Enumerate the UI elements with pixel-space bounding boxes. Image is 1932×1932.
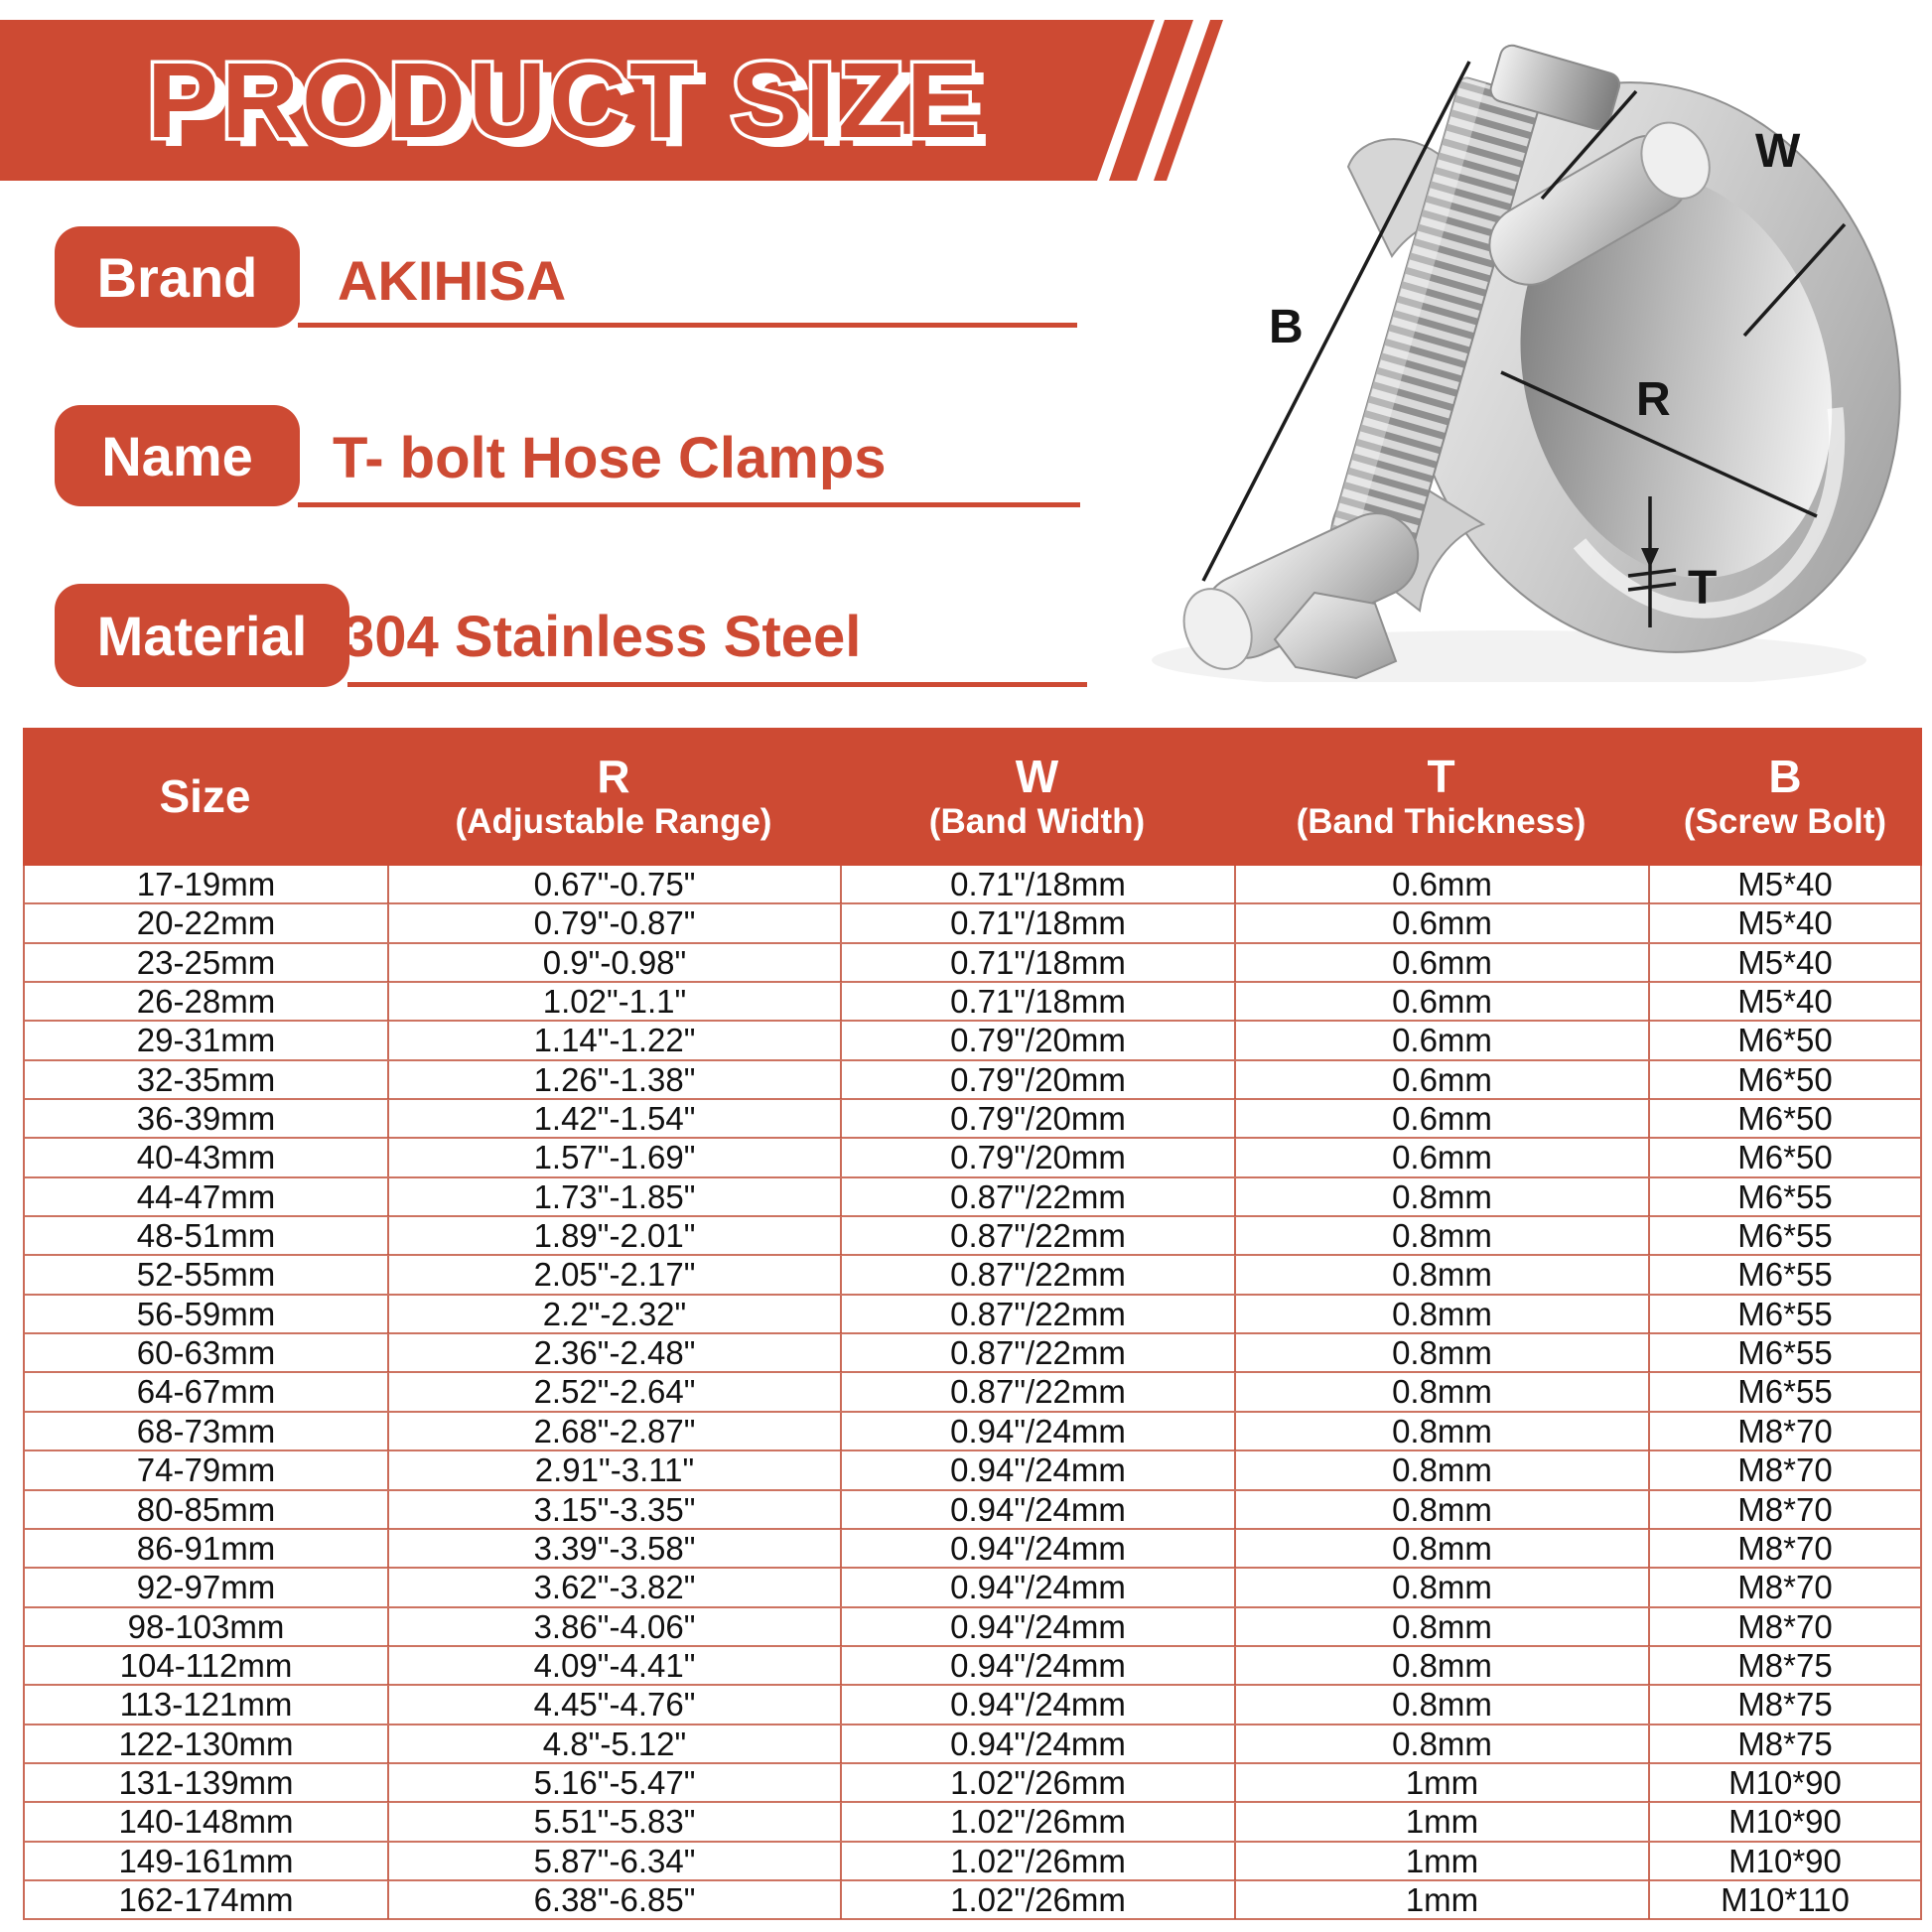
table-cell: 1.42"-1.54" bbox=[387, 1100, 840, 1138]
table-cell: 149-161mm bbox=[118, 1842, 294, 1879]
table-cell: M6*55 bbox=[1648, 1296, 1920, 1333]
table-cell: 56-59mm bbox=[136, 1295, 276, 1332]
table-header bbox=[23, 728, 1922, 866]
table-cell: 0.8mm bbox=[1234, 1296, 1648, 1333]
table-cell: 0.8mm bbox=[1234, 1413, 1648, 1450]
table-row bbox=[25, 1491, 1920, 1530]
table-cell: 0.94"/24mm bbox=[840, 1569, 1234, 1606]
table-cell: 1.02"/26mm bbox=[840, 1881, 1234, 1919]
table-cell: 0.8mm bbox=[1234, 1530, 1648, 1568]
table-cell: 1.02"/26mm bbox=[840, 1764, 1234, 1802]
material-value: 304 Stainless Steel bbox=[343, 605, 862, 669]
table-row bbox=[25, 1296, 1920, 1334]
table-cell: 0.79"/20mm bbox=[840, 1022, 1234, 1059]
table-row bbox=[25, 1178, 1920, 1217]
table-cell: 0.6mm bbox=[1234, 1061, 1648, 1099]
table-cell: 0.87"/22mm bbox=[840, 1334, 1234, 1372]
column-header-t: T (Band Thickness) bbox=[1296, 751, 1587, 841]
table-cell: 1.02"-1.1" bbox=[387, 983, 840, 1021]
table-cell: 0.6mm bbox=[1234, 1100, 1648, 1138]
dim-label-r: R bbox=[1636, 373, 1671, 426]
table-cell: 0.87"/22mm bbox=[840, 1296, 1234, 1333]
material-underline bbox=[347, 682, 1087, 687]
table-cell: 0.8mm bbox=[1234, 1178, 1648, 1216]
table-row bbox=[25, 983, 1920, 1022]
table-cell: M6*50 bbox=[1648, 1061, 1920, 1099]
table-cell: 60-63mm bbox=[136, 1334, 276, 1372]
table-row bbox=[25, 1803, 1920, 1842]
table-cell: 0.8mm bbox=[1234, 1334, 1648, 1372]
table-cell: 1.02"/26mm bbox=[840, 1803, 1234, 1841]
table-cell: 36-39mm bbox=[136, 1100, 276, 1138]
table-cell: 0.8mm bbox=[1234, 1647, 1648, 1685]
table-cell: 0.8mm bbox=[1234, 1569, 1648, 1606]
table-row bbox=[25, 1569, 1920, 1607]
table-cell: 20-22mm bbox=[136, 904, 276, 942]
table-cell: 1.02"/26mm bbox=[840, 1843, 1234, 1880]
table-cell: 3.86"-4.06" bbox=[387, 1608, 840, 1646]
table-cell: 0.94"/24mm bbox=[840, 1413, 1234, 1450]
table-cell: M5*40 bbox=[1648, 904, 1920, 942]
table-cell: 0.71"/18mm bbox=[840, 866, 1234, 903]
table-row bbox=[25, 1139, 1920, 1177]
table-cell: M10*90 bbox=[1648, 1803, 1920, 1841]
dim-label-t: T bbox=[1688, 562, 1718, 615]
table-cell: 32-35mm bbox=[136, 1060, 276, 1098]
table-cell: 5.16"-5.47" bbox=[387, 1764, 840, 1802]
material-label-box bbox=[55, 584, 349, 687]
table-cell: 98-103mm bbox=[127, 1607, 285, 1645]
table-cell: 26-28mm bbox=[136, 983, 276, 1021]
table-cell: 4.09"-4.41" bbox=[387, 1647, 840, 1685]
column-header-b: B (Screw Bolt) bbox=[1683, 751, 1887, 841]
table-cell: 0.94"/24mm bbox=[840, 1608, 1234, 1646]
table-row bbox=[25, 1217, 1920, 1256]
table-cell: 0.8mm bbox=[1234, 1491, 1648, 1529]
table-row bbox=[25, 1530, 1920, 1569]
table-row bbox=[25, 1686, 1920, 1725]
table-cell: 0.94"/24mm bbox=[840, 1647, 1234, 1685]
table-cell: M6*55 bbox=[1648, 1256, 1920, 1294]
table-cell: 0.9"-0.98" bbox=[387, 944, 840, 982]
table-cell: 0.8mm bbox=[1234, 1686, 1648, 1724]
table-cell: 0.94"/24mm bbox=[840, 1725, 1234, 1763]
table-row bbox=[25, 1413, 1920, 1451]
table-cell: 0.87"/22mm bbox=[840, 1373, 1234, 1411]
table-cell: 80-85mm bbox=[136, 1490, 276, 1528]
name-label: Name bbox=[101, 424, 253, 487]
table-cell: 2.68"-2.87" bbox=[387, 1413, 840, 1450]
size-table bbox=[23, 728, 1922, 1920]
table-cell: M8*70 bbox=[1648, 1451, 1920, 1489]
table-cell: 131-139mm bbox=[118, 1763, 294, 1801]
table-cell: M8*70 bbox=[1648, 1608, 1920, 1646]
table-cell: 5.51"-5.83" bbox=[387, 1803, 840, 1841]
table-cell: 5.87"-6.34" bbox=[387, 1843, 840, 1880]
table-cell: M6*55 bbox=[1648, 1334, 1920, 1372]
table-cell: M6*50 bbox=[1648, 1100, 1920, 1138]
dim-label-w: W bbox=[1755, 125, 1801, 178]
table-cell: 1.73"-1.85" bbox=[387, 1178, 840, 1216]
table-cell: 0.6mm bbox=[1234, 866, 1648, 903]
table-cell: 0.8mm bbox=[1234, 1217, 1648, 1255]
table-body bbox=[23, 866, 1922, 1920]
table-cell: M6*55 bbox=[1648, 1373, 1920, 1411]
table-cell: M8*75 bbox=[1648, 1725, 1920, 1763]
table-cell: M10*110 bbox=[1648, 1881, 1920, 1919]
table-cell: 2.36"-2.48" bbox=[387, 1334, 840, 1372]
table-row bbox=[25, 1334, 1920, 1373]
table-cell: M6*55 bbox=[1648, 1217, 1920, 1255]
table-cell: 0.94"/24mm bbox=[840, 1686, 1234, 1724]
table-row bbox=[25, 1843, 1920, 1881]
table-cell: 1mm bbox=[1234, 1881, 1648, 1919]
table-cell: 23-25mm bbox=[136, 943, 276, 981]
table-cell: 0.6mm bbox=[1234, 1022, 1648, 1059]
table-cell: 48-51mm bbox=[136, 1217, 276, 1255]
brand-label: Brand bbox=[96, 245, 258, 309]
table-cell: 6.38"-6.85" bbox=[387, 1881, 840, 1919]
name-label-box bbox=[55, 405, 300, 506]
table-cell: M5*40 bbox=[1648, 866, 1920, 903]
dim-label-b: B bbox=[1269, 301, 1304, 353]
table-cell: 3.62"-3.82" bbox=[387, 1569, 840, 1606]
table-cell: 0.79"-0.87" bbox=[387, 904, 840, 942]
table-cell: 0.67"-0.75" bbox=[387, 866, 840, 903]
table-row bbox=[25, 1100, 1920, 1139]
table-row bbox=[25, 1451, 1920, 1490]
table-cell: 0.71"/18mm bbox=[840, 904, 1234, 942]
table-cell: M8*70 bbox=[1648, 1413, 1920, 1450]
table-cell: 0.6mm bbox=[1234, 944, 1648, 982]
table-cell: 0.71"/18mm bbox=[840, 944, 1234, 982]
table-cell: 0.79"/20mm bbox=[840, 1139, 1234, 1176]
table-cell: M6*50 bbox=[1648, 1139, 1920, 1176]
table-cell: 113-121mm bbox=[119, 1686, 293, 1724]
table-cell: M6*50 bbox=[1648, 1022, 1920, 1059]
table-cell: 140-148mm bbox=[118, 1803, 294, 1841]
table-cell: 1.26"-1.38" bbox=[387, 1061, 840, 1099]
table-cell: 68-73mm bbox=[136, 1412, 276, 1449]
table-cell: 29-31mm bbox=[136, 1022, 276, 1059]
table-cell: 74-79mm bbox=[136, 1451, 276, 1489]
table-cell: 0.94"/24mm bbox=[840, 1530, 1234, 1568]
table-cell: M8*75 bbox=[1648, 1686, 1920, 1724]
column-header-size: Size bbox=[159, 770, 251, 823]
table-cell: 4.8"-5.12" bbox=[387, 1725, 840, 1763]
table-cell: 0.6mm bbox=[1234, 983, 1648, 1021]
table-cell: 44-47mm bbox=[136, 1177, 276, 1215]
table-cell: 1.57"-1.69" bbox=[387, 1139, 840, 1176]
table-cell: 4.45"-4.76" bbox=[387, 1686, 840, 1724]
table-row bbox=[25, 1764, 1920, 1803]
table-cell: 0.6mm bbox=[1234, 1139, 1648, 1176]
table-cell: 162-174mm bbox=[118, 1880, 294, 1918]
name-value: T- bolt Hose Clamps bbox=[333, 426, 887, 490]
page-title: PRODUCT SIZE bbox=[147, 40, 982, 160]
table-row bbox=[25, 1881, 1920, 1920]
table-cell: 1mm bbox=[1234, 1843, 1648, 1880]
table-cell: 104-112mm bbox=[119, 1646, 293, 1684]
table-cell: 0.94"/24mm bbox=[840, 1451, 1234, 1489]
table-cell: 2.52"-2.64" bbox=[387, 1373, 840, 1411]
brand-value: AKIHISA bbox=[338, 249, 567, 312]
table-row bbox=[25, 1022, 1920, 1060]
table-cell: 0.71"/18mm bbox=[840, 983, 1234, 1021]
clamp-illustration bbox=[923, 15, 1916, 682]
table-row bbox=[25, 944, 1920, 983]
table-cell: 2.05"-2.17" bbox=[387, 1256, 840, 1294]
table-cell: 0.87"/22mm bbox=[840, 1178, 1234, 1216]
material-label: Material bbox=[96, 604, 308, 667]
table-cell: 0.87"/22mm bbox=[840, 1217, 1234, 1255]
table-cell: 86-91mm bbox=[136, 1529, 276, 1567]
table-row bbox=[25, 866, 1920, 904]
table-cell: M10*90 bbox=[1648, 1843, 1920, 1880]
table-cell: 1.89"-2.01" bbox=[387, 1217, 840, 1255]
table-cell: M10*90 bbox=[1648, 1764, 1920, 1802]
table-cell: 17-19mm bbox=[136, 866, 276, 902]
table-cell: 92-97mm bbox=[136, 1569, 276, 1606]
table-row bbox=[25, 1608, 1920, 1647]
table-cell: 1mm bbox=[1234, 1764, 1648, 1802]
table-cell: M8*70 bbox=[1648, 1491, 1920, 1529]
table-row bbox=[25, 904, 1920, 943]
table-cell: 0.8mm bbox=[1234, 1608, 1648, 1646]
table-cell: 52-55mm bbox=[136, 1256, 276, 1294]
table-cell: M5*40 bbox=[1648, 944, 1920, 982]
table-cell: 0.79"/20mm bbox=[840, 1061, 1234, 1099]
table-cell: 0.87"/22mm bbox=[840, 1256, 1234, 1294]
column-header-w: W (Band Width) bbox=[928, 751, 1146, 841]
table-row bbox=[25, 1373, 1920, 1412]
table-cell: 0.79"/20mm bbox=[840, 1100, 1234, 1138]
table-cell: 2.91"-3.11" bbox=[387, 1451, 840, 1489]
table-cell: 0.8mm bbox=[1234, 1373, 1648, 1411]
table-cell: 122-130mm bbox=[118, 1725, 294, 1762]
table-cell: 1.14"-1.22" bbox=[387, 1022, 840, 1059]
table-cell: 0.8mm bbox=[1234, 1256, 1648, 1294]
table-cell: M8*75 bbox=[1648, 1647, 1920, 1685]
table-cell: 40-43mm bbox=[136, 1139, 276, 1176]
table-cell: M5*40 bbox=[1648, 983, 1920, 1021]
table-cell: 1mm bbox=[1234, 1803, 1648, 1841]
table-row bbox=[25, 1061, 1920, 1100]
table-cell: 0.8mm bbox=[1234, 1451, 1648, 1489]
table-row bbox=[25, 1256, 1920, 1295]
table-cell: 0.94"/24mm bbox=[840, 1491, 1234, 1529]
table-cell: 2.2"-2.32" bbox=[387, 1296, 840, 1333]
table-cell: 0.8mm bbox=[1234, 1725, 1648, 1763]
table-row bbox=[25, 1647, 1920, 1686]
table-cell: 64-67mm bbox=[136, 1373, 276, 1411]
table-cell: M8*70 bbox=[1648, 1569, 1920, 1606]
table-cell: 3.39"-3.58" bbox=[387, 1530, 840, 1568]
table-cell: 3.15"-3.35" bbox=[387, 1491, 840, 1529]
table-cell: 0.6mm bbox=[1234, 904, 1648, 942]
table-cell: M8*70 bbox=[1648, 1530, 1920, 1568]
table-cell: M6*55 bbox=[1648, 1178, 1920, 1216]
column-header-r: R (Adjustable Range) bbox=[455, 751, 772, 841]
table-row bbox=[25, 1725, 1920, 1764]
brand-label-box bbox=[55, 226, 300, 328]
